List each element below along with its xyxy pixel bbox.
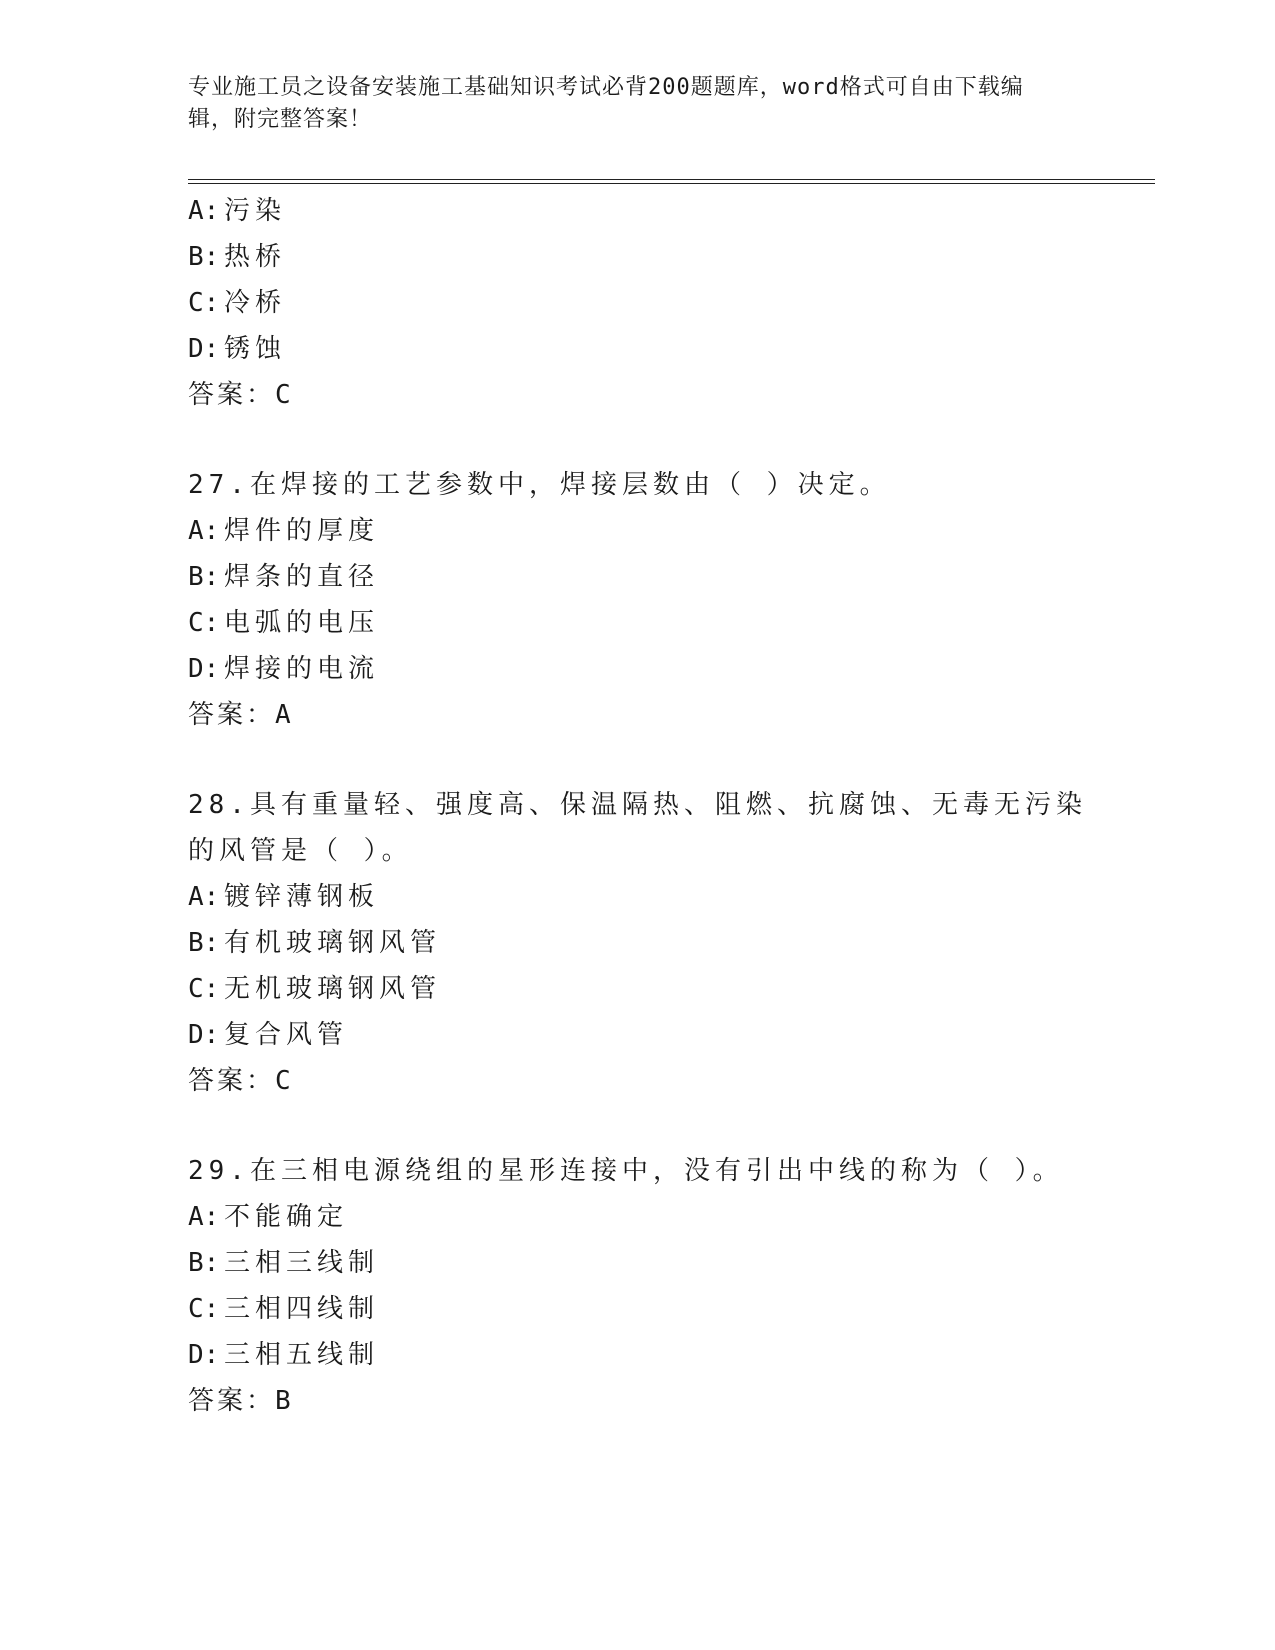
document-title: 专业施工员之设备安装施工基础知识考试必背200题题库，word格式可自由下载编辑，附完整答案！ — [188, 75, 1024, 132]
option-c: C: 三相四线制 — [188, 1294, 380, 1324]
answer-line: 答案：A — [188, 700, 294, 730]
option-a: A: 不能确定 — [188, 1202, 349, 1232]
option-a: A: 镀锌薄钢板 — [188, 882, 380, 912]
option-b: B: 有机玻璃钢风管 — [188, 928, 442, 958]
option-d: D: 三相五线制 — [188, 1340, 380, 1370]
question-28 — [188, 782, 1088, 1104]
option-d: D: 复合风管 — [188, 1020, 349, 1050]
option-c: C: 电弧的电压 — [188, 608, 380, 638]
option-b: B: 三相三线制 — [188, 1248, 380, 1278]
question-stem: 28.具有重量轻、强度高、保温隔热、阻燃、抗腐蚀、无毒无污染的风管是（ ）。 — [188, 790, 1087, 866]
option-c: C: 无机玻璃钢风管 — [188, 974, 442, 1004]
header-divider-thick — [188, 179, 1155, 180]
question-26-continued — [188, 188, 1088, 418]
option-d: D: 锈蚀 — [188, 334, 287, 364]
question-27 — [188, 462, 1088, 738]
document-header — [188, 72, 1068, 136]
answer-line: 答案：C — [188, 1066, 294, 1096]
question-stem: 27.在焊接的工艺参数中，焊接层数由（ ）决定。 — [188, 470, 891, 500]
header-divider-thin — [188, 183, 1155, 184]
option-c: C: 冷桥 — [188, 288, 287, 318]
question-stem: 29.在三相电源绕组的星形连接中，没有引出中线的称为（ ）。 — [188, 1156, 1064, 1186]
question-29 — [188, 1148, 1088, 1424]
option-a: A: 焊件的厚度 — [188, 516, 380, 546]
option-b: B: 热桥 — [188, 242, 287, 272]
option-a: A: 污染 — [188, 196, 287, 226]
answer-line: 答案：C — [188, 380, 294, 410]
option-d: D: 焊接的电流 — [188, 654, 380, 684]
option-b: B: 焊条的直径 — [188, 562, 380, 592]
answer-line: 答案：B — [188, 1386, 294, 1416]
question-list — [188, 188, 1088, 1424]
